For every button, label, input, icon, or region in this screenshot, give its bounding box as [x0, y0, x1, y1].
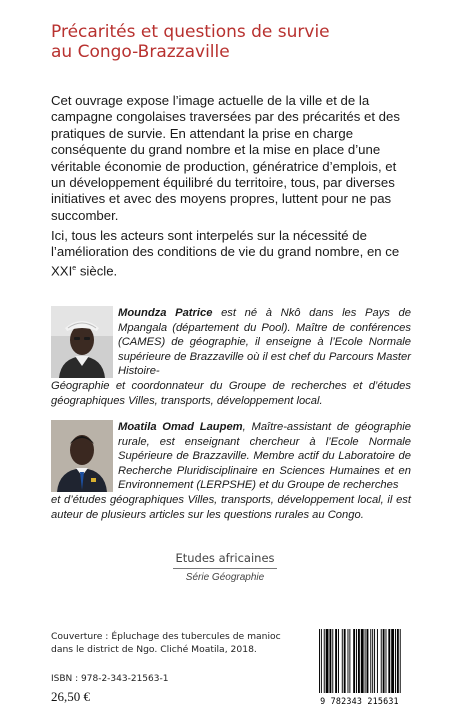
bio-head-moundza: est né à Nkô dans les Pays de Mpangala (département du Pool). Maître de conférences (CAMES) de géographie, il enseigne à l’Ecole Normale supérieure de Brazzaville où il est chef du Parcours Master Histoire- — [118, 307, 411, 378]
barcode-bar — [397, 629, 399, 693]
cover-credit — [51, 631, 301, 656]
author-photo-moundza — [51, 306, 113, 378]
isbn: ISBN : 978-2-343-21563-1 — [51, 674, 169, 684]
barcode-bar — [326, 629, 329, 693]
bio-head-moatila: , Maître-assistant de géographie rurale, est enseignant chercheur à l’Ecole Normale Supérieure de Brazzaville. Membre actif du Laboratoire de Recherche Pluridisciplinaire en Sciences Humaines et en Environnement (LERPSHE) et du Groupe de recherches — [118, 421, 411, 492]
barcode-bar — [342, 629, 343, 693]
barcode-bar — [381, 629, 382, 693]
barcode-bar — [356, 629, 357, 693]
barcode-bar — [367, 629, 369, 693]
bio-tail-moatila: et d’études géographiques Villes, transports, développement local, il est auteur de plusieurs articles sur les questions rurales au Congo. — [51, 493, 411, 521]
author-name-moatila: Moatila Omad Laupem — [118, 421, 243, 433]
barcode-bar — [344, 629, 346, 693]
barcode-bar — [319, 629, 320, 693]
title-line-1: Précarités et questions de survie — [51, 22, 330, 42]
barcode-bar — [395, 629, 396, 693]
title-line-2: au Congo-Brazzaville — [51, 42, 230, 62]
barcode-bar — [386, 629, 387, 693]
price: 26,50 € — [51, 689, 90, 704]
author-photo-moatila — [51, 420, 113, 492]
barcode — [317, 627, 402, 709]
barcode-bar — [370, 629, 371, 693]
cover-credit-line-2: dans le district de Ngo. Cliché Moatila, 2018. — [51, 643, 257, 655]
paragraph-2-end: siècle. — [76, 263, 118, 279]
barcode-bar — [349, 629, 350, 693]
summary-paragraph-2 — [51, 228, 411, 280]
summary-paragraph-1: Cet ouvrage expose l’image actuelle de la ville et de la campagne congolaises traversées par des précarités et des pratiques de survie. En attendant la prise en charge conséquente du grand nombre et la mise en place d’une véritable économie de production, génératrice d’emplois, et un développement équilibré du territoire, tous, par diverses initiatives et avec des moyens propres, luttent pour ne pas succomber. — [51, 93, 400, 223]
series-title: Etudes africaines — [173, 551, 277, 569]
series-label — [173, 551, 277, 583]
barcode-bar — [391, 629, 394, 693]
barcode-bar — [377, 629, 378, 693]
barcode-bar — [353, 629, 355, 693]
century-superscript: e — [72, 264, 77, 272]
barcode-bar — [361, 629, 364, 693]
author-name-moundza: Moundza Patrice — [118, 307, 213, 319]
barcode-bar — [329, 629, 331, 693]
barcode-bar — [358, 629, 360, 693]
barcode-bar — [321, 629, 322, 693]
barcode-bar — [332, 629, 333, 693]
bio-tail-moundza: Géographie et coordonnateur du Groupe de recherches et d’études géographiques Villes, transports, développement local. — [51, 379, 411, 407]
author-bio-moatila — [51, 420, 411, 522]
barcode-bar — [365, 629, 366, 693]
barcode-bar — [374, 629, 375, 693]
barcode-bars — [317, 627, 402, 695]
paragraph-2-text: Ici, tous les acteurs sont interpelés sur la nécessité de l’amélioration des conditions de vie du grand nombre, en ce XXI — [51, 228, 400, 279]
book-title — [51, 22, 421, 62]
barcode-bar — [338, 629, 339, 693]
barcode-bar — [372, 629, 373, 693]
barcode-bar — [383, 629, 385, 693]
cover-credit-line-1: Couverture : Épluchage des tubercules de manioc — [51, 631, 281, 642]
barcode-bar — [324, 629, 325, 693]
series-subtitle: Série Géographie — [185, 572, 265, 583]
barcode-bar — [400, 629, 401, 693]
barcode-bar — [388, 629, 390, 693]
author-bio-moundza — [51, 306, 411, 408]
barcode-digits: 9 782343 215631 — [320, 696, 399, 706]
barcode-bar — [348, 629, 349, 693]
barcode-bar — [335, 629, 337, 693]
